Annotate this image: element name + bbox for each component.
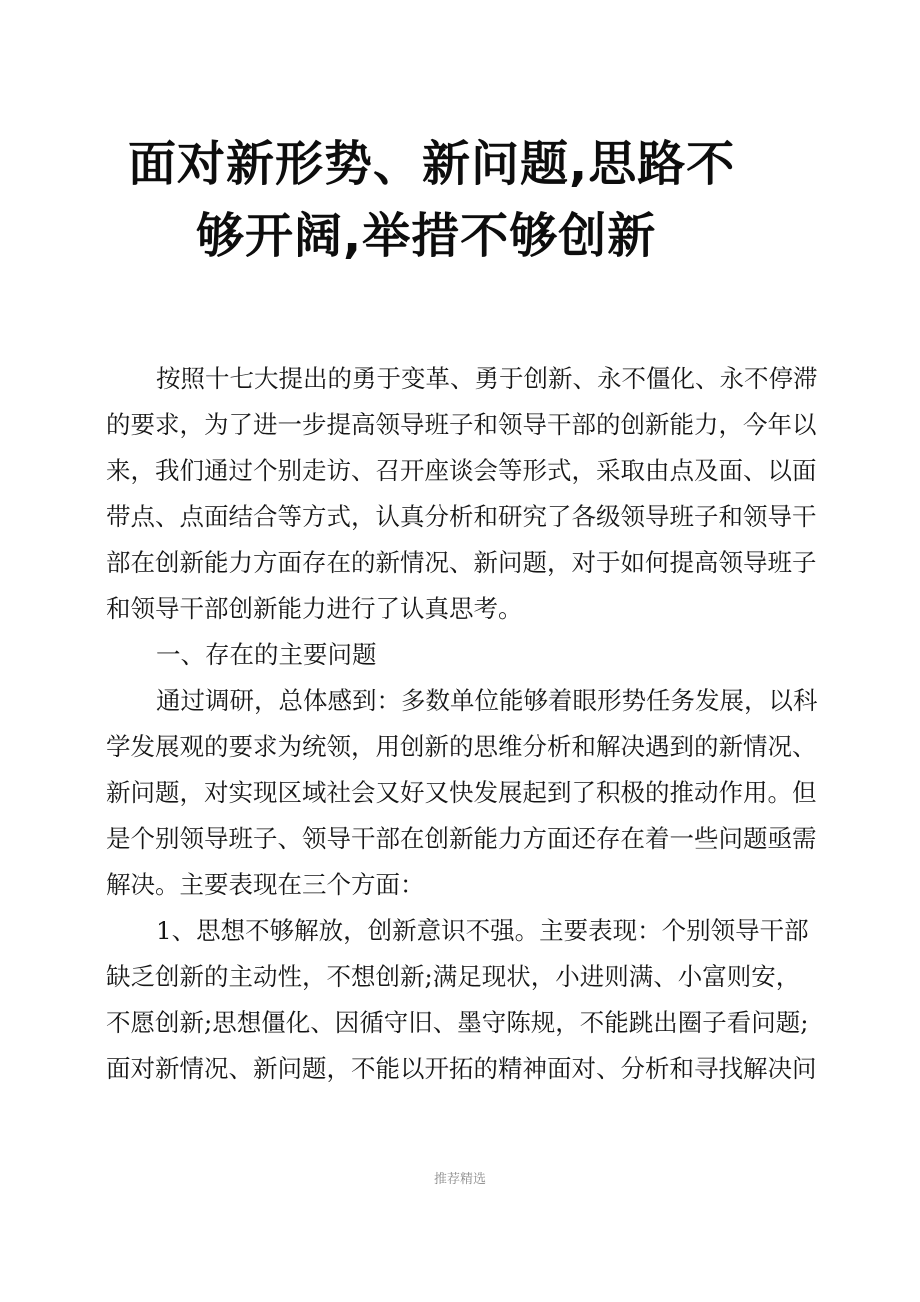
paragraph-intro-line: 和领导干部创新能力进行了认真思考。	[106, 594, 523, 623]
paragraph-point-1-line: 面对新情况、新问题，不能以开拓的精神面对、分析和寻找解决问	[106, 1054, 817, 1083]
paragraph-intro-line: 来，我们通过个别走访、召开座谈会等形式，采取由点及面、以面	[106, 456, 817, 485]
paragraph-findings-line: 是个别领导班子、领导干部在创新能力方面还存在着一些问题亟需	[106, 824, 817, 853]
paragraph-intro-line: 带点、点面结合等方式，认真分析和研究了各级领导班子和领导干	[106, 502, 817, 531]
paragraph-findings-line: 学发展观的要求为统领，用创新的思维分析和解决遇到的新情况、	[106, 732, 817, 761]
title-line: 面对新形势、新问题,思路不	[128, 136, 736, 192]
paragraph-intro-line: 按照十七大提出的勇于变革、勇于创新、永不僵化、永不停滞	[156, 364, 818, 393]
paragraph-findings-line: 新问题，对实现区域社会又好又快发展起到了积极的推动作用。但	[106, 778, 817, 807]
document-title	[100, 128, 840, 272]
title-line: 够开阔,举措不够创新	[196, 208, 657, 264]
paragraph-intro-line: 的要求，为了进一步提高领导班子和领导干部的创新能力，今年以	[106, 410, 817, 439]
paragraph-intro-line: 部在创新能力方面存在的新情况、新问题，对于如何提高领导班子	[106, 548, 817, 577]
paragraph-point-1-line: 缺乏创新的主动性，不想创新;满足现状，小进则满、小富则安，	[106, 962, 801, 991]
page-footer: 推荐精选	[433, 1172, 486, 1187]
paragraph-point-1-line: 1、思想不够解放，创新意识不强。主要表现：个别领导干部	[156, 916, 809, 945]
paragraph-findings-line: 解决。主要表现在三个方面：	[106, 870, 425, 899]
document-body	[106, 356, 822, 1092]
paragraph-findings-line: 通过调研，总体感到：多数单位能够着眼形势任务发展，以科	[156, 686, 818, 715]
paragraph-point-1-line: 不愿创新;思想僵化、因循守旧、墨守陈规，不能跳出圈子看问题;	[106, 1008, 809, 1037]
section-heading: 一、存在的主要问题	[156, 640, 377, 669]
